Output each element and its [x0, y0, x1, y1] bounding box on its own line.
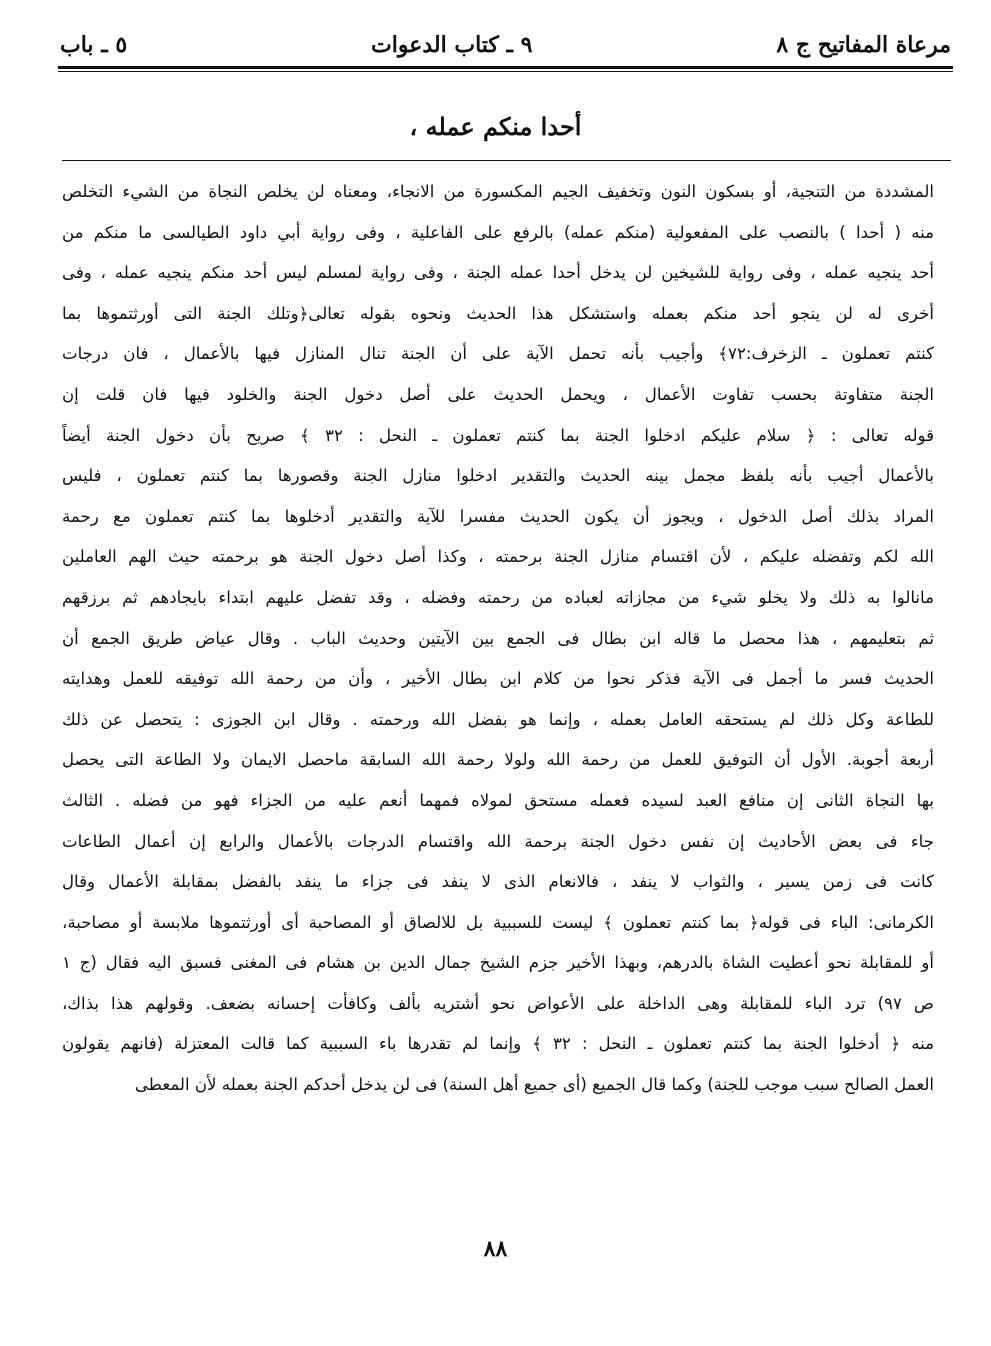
text-line: الحديث فسر ما أجمل فى الآية فذكر نحوا من كلام ابن بطال الأخير ، وأن من رحمة الله توفيقه للعمل وهدايته — [62, 669, 934, 689]
header-chapter-title: ٩ ـ كتاب الدعوات — [371, 32, 533, 58]
text-line: أو للمقابلة نحو أعطيت الشاة بالدرهم، وبهذا الأخير جزم الشيخ جمال الدين بن هشام فى المغنى فسبق اليه فقال (ج ١ — [62, 953, 934, 973]
text-line: الله لكم وتفضله عليكم ، لأن اقتسام منازل الجنة برحمته ، وكذا أصل دخول الجنة هو برحمته حيث الهم العاملين — [62, 547, 934, 567]
text-line: المراد بذلك أصل الدخول ، ويجوز أن يكون الحديث مفسرا للآية والتقدير أدخلوها بما كنتم تعملون مع رحمة — [62, 506, 934, 526]
hadith-text: أحدا منكم عمله ، — [409, 112, 582, 141]
text-line: الجنة متفاوتة بحسب تفاوت الأعمال ، ويحمل الحديث على أصل دخول الجنة والخلود فيها فان قلت إن — [62, 384, 934, 404]
text-line: الكرمانى: الباء فى قوله﴿ بما كنتم تعملون ﴾ ليست للسببية بل للالصاق أو المصاحبة أى أورثتموها ملابسة أو مصاحبة، — [62, 912, 934, 932]
text-line: مانالوا به ذلك ولا يخلو شيء من مجازاته لعباده من رحمته وفضله ، وقد تفضل عليهم ابتداء بايجادهم ثم برزقهم — [62, 587, 934, 607]
text-line: كنتم تعملون ـ الزخرف:٧٢﴾ وأجيب بأنه تحمل الآية على أن الجنة تنال المنازل فيها بالأعمال ، فان درجات — [62, 344, 934, 364]
text-line: العمل الصالح سبب موجب للجنة) وكما قال الجميع (أى جميع أهل السنة) فى لن يدخل أحدكم الجنة بعمله لأن المعطى — [134, 1075, 934, 1095]
text-line: أحد ينجيه عمله ، وفى رواية للشيخين لن يدخل أحدا عمله الجنة ، وفى رواية لمسلم ليس أحد منكم ينجيه عمله ، وفى — [62, 263, 934, 283]
running-header — [60, 30, 951, 60]
header-rule-thick — [58, 66, 953, 69]
header-book-title: مرعاة المفاتيح ج ٨ — [776, 32, 951, 58]
text-line: بالأعمال أجيب بأنه بلفظ مجمل بينه الحديث والتقدير ادخلوا منازل الجنة وقصورها بما كنتم تعملون ، فليس — [62, 466, 934, 486]
page-number: ٨٨ — [483, 1236, 508, 1262]
text-line: أربعة أجوبة. الأول أن التوفيق للعمل من رحمة الله ولولا رحمة الله السابقة ماحصل الايمان ولا الطاعة التى يحصل — [62, 750, 934, 770]
text-line: منه ﴿ أدخلوا الجنة بما كنتم تعملون ـ النحل : ٣٢ ﴾ وإنما لم تقدرها باء السببية كما قالت المعتزلة (فانهم يقولون — [62, 1034, 934, 1054]
commentary-body — [62, 172, 934, 1106]
text-line: ثم بتعليمهم ، هذا محصل ما قاله ابن بطال فى الجمع بين الآيتين وحديث الباب . وقال عياض طريق الجمع أن — [62, 628, 934, 648]
text-line: المشددة من التنجية، أو بسكون النون وتخفيف الجيم المكسورة من الانجاء، ومعناه لن يخلص النجاة من الشيء التخلص — [62, 182, 934, 201]
header-rule-thin — [58, 71, 953, 72]
text-line: منه ( أحدا ) بالنصب على المفعولية (منكم عمله) بالرفع على الفاعلية ، وفى رواية أبي داود الطيالسى ما منكم من — [62, 222, 934, 242]
text-line: للطاعة وكل ذلك لم يستحقه العامل بعمله ، وإنما هو بفضل الله ورحمته . وقال ابن الجوزى : يتحصل عن ذلك — [62, 709, 934, 729]
text-line: كانت فى زمن يسير ، والثواب لا ينفد ، فالانعام الذى لا ينفد فى جزاء ما ينفد بالفضل بمقابلة الأعمال وقال — [62, 872, 934, 892]
text-line: ص ٩٧) ترد الباء للمقابلة وهى الداخلة على الأعواض نحو أشتريه بألف وكافأت إحسانه بضعف. وقولهم هذا بذاك، — [62, 993, 934, 1013]
separator-rule — [62, 160, 951, 161]
text-line: أخرى له لن ينجو أحد منكم بعمله واستشكل هذا الحديث ونحوه بقوله تعالى﴿وتلك الجنة التى أورثتموها بما — [62, 303, 934, 323]
text-line: جاء فى بعض الأحاديث إن نفس دخول الجنة برحمة الله واقتسام الدرجات بالأعمال والرابع إن أعمال الطاعات — [62, 831, 934, 851]
text-line: بها النجاة الثانى إن منافع العبد لسيده فعمله مستحق لمولاه فمهما أنعم عليه من الجزاء فهو من فضله . الثالث — [62, 790, 934, 810]
text-line: قوله تعالى : ﴿ سلام عليكم ادخلوا الجنة بما كنتم تعملون ـ النحل : ٣٢ ﴾ صريح بأن دخول الجنة أيضاً — [62, 425, 934, 445]
header-section-title: ٥ ـ باب — [60, 32, 128, 58]
